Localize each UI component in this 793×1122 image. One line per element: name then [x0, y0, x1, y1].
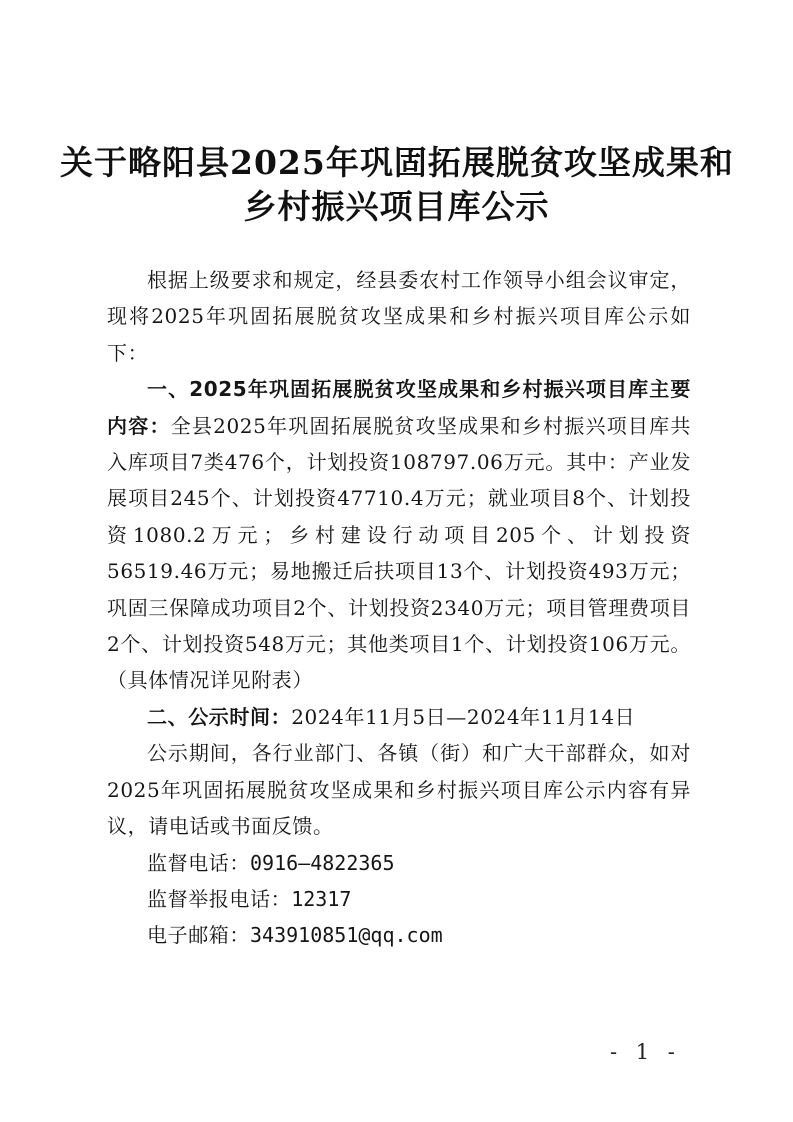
contact-report-value: 12317	[291, 886, 352, 911]
section-1-heading: 一、2025年巩固拓展脱贫攻坚成果和乡村振兴项目库主要内容：	[107, 377, 691, 438]
page-number: - 1 -	[610, 1040, 681, 1064]
contact-phone	[107, 845, 691, 881]
section-1-text: 全县2025年巩固拓展脱贫攻坚成果和乡村振兴项目库共入库项目7类476个，计划投资108797.06万元。其中：产业发展项目245个、计划投资47710.4万元；就业项目8个、计划投资1080.2万元；乡村建设行动项目205个、计划投资56519.46万元；易地搬迁后扶项目13个、计划投资493万元；巩固三保障成功项目2个、计划投资2340万元；项目管理费项目2个、计划投资548万元；其他类项目1个、计划投资106万元。（具体情况详见附表）	[107, 413, 691, 693]
section-2-text: 2024年11月5日—2024年11月14日	[291, 704, 636, 729]
contact-phone-label: 监督电话：	[147, 850, 250, 875]
section-2-paragraph	[107, 699, 691, 735]
contact-email-label: 电子邮箱：	[147, 923, 250, 948]
section-2-heading: 二、公示时间：	[147, 704, 292, 729]
section-1-paragraph	[107, 371, 691, 699]
notice-paragraph: 公示期间，各行业部门、各镇（街）和广大干部群众，如对2025年巩固拓展脱贫攻坚成果和乡村振兴项目库公示内容有异议，请电话或书面反馈。	[107, 741, 691, 839]
title-line-1: 关于略阳县2025年巩固拓展脱贫攻坚成果和	[60, 143, 734, 182]
contact-report-phone	[107, 881, 691, 917]
document-title	[60, 141, 733, 229]
title-line-2: 乡村振兴项目库公示	[243, 187, 550, 226]
contact-phone-value: 0916—4822365	[250, 850, 395, 875]
intro-paragraph: 根据上级要求和规定，经县委农村工作领导小组会议审定，现将2025年巩固拓展脱贫攻坚成果和乡村振兴项目库公示如下：	[107, 268, 691, 365]
contact-email-value: 343910851@qq.com	[250, 923, 443, 948]
contact-report-label: 监督举报电话：	[147, 886, 292, 911]
contact-email	[107, 917, 691, 953]
document-body	[107, 262, 691, 954]
